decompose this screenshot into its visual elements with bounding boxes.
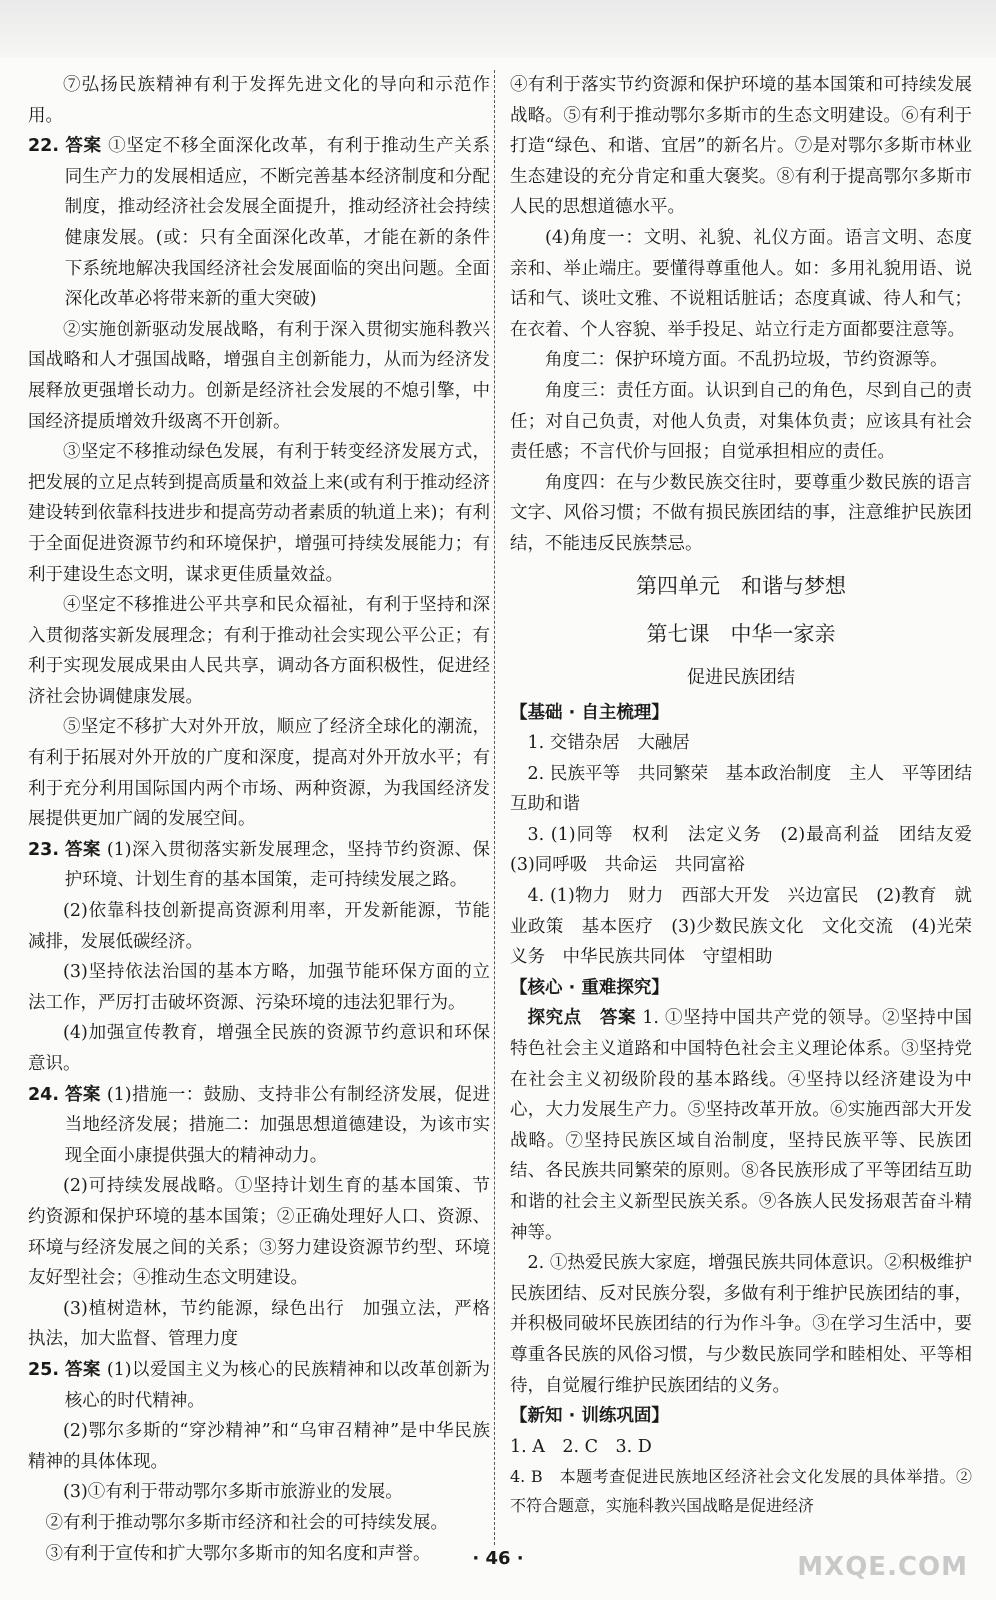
answer-label: 答案 [65,136,102,157]
question-number: 24. [28,1084,60,1105]
site-watermark: MXQE.COM [797,1552,968,1582]
answer-paragraph: 角度四：在与少数民族交往时，要尊重少数民族的语言文字、风俗习惯；不做有损民族团结的事，注意维护民族团结，不能违反民族禁忌。 [510,472,972,554]
question-25 [28,1355,490,1416]
question-23 [28,835,490,896]
explore-label: 探究点 答案 [527,1008,637,1029]
lesson-title: 第七课 中华一家亲 [646,621,836,646]
answer-label: 答案 [65,1359,101,1380]
answer-paragraph: (4)加强宣传教育，增强全民族的资源节约意识和环保意识。 [28,1023,490,1074]
answer-paragraph: 角度二：保护环境方面。不乱扔垃圾，节约资源等。 [545,350,948,371]
basics-item: 3. (1)同等 权利 法定义务 (2)最高利益 团结友爱 (3)同呼吸 共命运 共同富裕 [510,824,990,876]
answer-paragraph: (2)可持续发展战略。①坚持计划生育的基本国策、节约资源和保护环境的基本国策；②正确处理好人口、资源、环境与经济发展之间的关系；③努力建设资源节约型、环境友好型社会；④推动生态文明建设。 [28,1176,490,1289]
question-22 [28,131,490,315]
explore-item [510,1003,972,1248]
basics-item: 4. (1)物力 财力 西部大开发 兴边富民 (2)教育 就业政策 基本医疗 (3)少数民族文化 文化交流 (4)光荣义务 中华民族共同体 守望相助 [510,886,972,968]
answer-paragraph: (4)角度一：文明、礼貌、礼仪方面。语言文明、态度亲和、举止端庄。要懂得尊重他人。如：多用礼貌用语、说话和气、谈吐文雅、不说粗话脏话；态度真诚、待人和气；在衣着、个人容貌、举手投足、站立行走方面都要注意等。 [510,227,972,340]
question-number: 25. [28,1359,60,1380]
explore-item: 2. ①热爱民族大家庭，增强民族共同体意识。②积极维护民族团结、反对民族分裂，多做有利于维护民族团结的事，并积极同破坏民族团结的行为作斗争。③在学习生活中，要尊重各民族的风俗习惯，与少数民族同学和睦相处、平等相待，自觉履行维护民族团结的义务。 [510,1253,972,1396]
answer-paragraph: ④有利于落实节约资源和保护环境的基本国策和可持续发展战略。⑤有利于推动鄂尔多斯市的生态文明建设。⑥有利于打造“绿色、和谐、宜居”的新名片。⑦是对鄂尔多斯市林业生态建设的充分肯定和重大褒奖。⑧有利于提高鄂尔多斯市人民的思想道德水平。 [510,75,972,218]
answer-text: ①坚定不移全面深化改革，有利于推动生产关系同生产力的发展相适应，不断完善基本经济制度和分配制度，推动经济社会发展全面提升，推动经济社会持续健康发展。(或：只有全面深化改革，才能在新的条件下系统地解决我国经济社会发展面临的突出问题。全面深化改革必将带来新的重大突破) [64,136,491,310]
question-number: 22. [28,136,60,157]
unit-title: 第四单元 和谐与梦想 [636,573,846,598]
section-subtitle: 促进民族团结 [687,666,795,688]
basics-item: 1. 交错杂居 大融居 [527,733,690,754]
explore-text: 1. ①坚持中国共产党的领导。②坚持中国特色社会主义道路和中国特色社会主义理论体系。③坚持党在社会主义初级阶段的基本路线。④坚持以经济建设为中心，大力发展生产力。⑤坚持改革开放。⑥实施西部大开发战略。⑦坚持民族区域自治制度，坚持民族平等、民族团结、各民族共同繁荣的原则。⑧各民族形成了平等团结互助和谐的社会主义新型民族关系。⑨各族人民发扬艰苦奋斗精神等。 [510,1008,972,1243]
answer-label: 答案 [65,839,101,860]
answer-paragraph: (3)①有利于带动鄂尔多斯市旅游业的发展。 [63,1482,403,1503]
answer-text: (1)深入贯彻落实新发展理念，坚持节约资源、保护环境、计划生育的基本国策，走可持续发展之路。 [64,839,490,891]
section-practice: 【新知 · 训练巩固】 [510,1406,669,1427]
answer-text: (1)以爱国主义为核心的民族精神和以改革创新为核心的时代精神。 [64,1359,490,1411]
answer-paragraph: ②实施创新驱动发展战略，有利于深入贯彻实施科教兴国战略和人才强国战略，增强自主创新能力，从而为经济发展释放更强增长动力。创新是经济社会发展的不熄引擎，中国经济提质增效升级离不开创新。 [28,319,490,432]
answer-paragraph: 角度三：责任方面。认识到自己的角色，尽到自己的责任；对自己负责，对他人负责，对集体负责；应该具有社会责任感；不言代价与回报；自觉承担相应的责任。 [510,380,972,463]
answer-label: 答案 [65,1084,101,1105]
answer-paragraph: (2)鄂尔多斯的“穿沙精神”和“乌审召精神”是中华民族精神的具体体现。 [28,1421,490,1472]
answer-paragraph: (3)植树造林，节约能源，绿色出行 加强立法，严格执法，加大监督、管理力度 [28,1298,490,1350]
answer-paragraph: ③坚定不移推动绿色发展，有利于转变经济发展方式，把发展的立足点转到提高质量和效益上来(或有利于推动经济建设转到依靠科技进步和提高劳动者素质的轨道上来)；有利于全面促进资源节约和环境保护，增强可持续发展能力；有利于建设生态文明，谋求更佳质量效益。 [28,442,490,585]
practice-answers: 1. A 2. C 3. D [510,1436,652,1457]
right-column [510,70,990,1520]
left-column [28,70,490,1569]
page-number: · 46 · [472,1548,524,1569]
answer-paragraph: ⑤坚定不移扩大对外开放，顺应了经济全球化的潮流，有利于拓展对外开放的广度和深度，提高对外开放水平；有利于充分利用国际国内两个市场、两种资源，为我国经济发展提供更加广阔的发展空间。 [28,717,490,830]
question-24 [28,1080,490,1172]
question-number: 23. [28,839,60,860]
scan-top-band [0,0,996,58]
answer-paragraph: (2)依靠科技创新提高资源利用率，开发新能源，节能减排，发展低碳经济。 [28,901,490,952]
answer-paragraph: ④坚定不移推进公平共享和民众福祉，有利于坚持和深入贯彻落实新发展理念；有利于推动社会实现公平公正；有利于实现发展成果由人民共享，调动各方面积极性，促进经济社会协调健康发展。 [28,595,490,707]
section-core: 【核心 · 重难探究】 [510,977,669,998]
section-basics: 【基础 · 自主梳理】 [510,702,669,723]
answer-paragraph: ⑦弘扬民族精神有利于发挥先进文化的导向和示范作用。 [28,75,490,126]
answer-text: (1)措施一：鼓励、支持非公有制经济发展，促进当地经济发展；措施二：加强思想道德建设，为该市实现全面小康提供强大的精神动力。 [64,1084,490,1166]
answer-paragraph: ②有利于推动鄂尔多斯市经济和社会的可持续发展。 [45,1512,448,1533]
column-divider [494,70,495,1545]
answer-paragraph: ③有利于宣传和扩大鄂尔多斯市的知名度和声誉。 [45,1543,431,1564]
answer-paragraph: (3)坚持依法治国的基本方略，加强节能环保方面的立法工作，严厉打击破坏资源、污染环境的违法犯罪行为。 [28,962,490,1013]
basics-item: 2. 民族平等 共同繁荣 基本政治制度 主人 平等团结互助和谐 [510,763,972,815]
practice-answer-4: 4. B 本题考查促进民族地区经济社会文化发展的具体举措。②不符合题意，实施科教兴国战略是促进经济 [510,1467,972,1516]
